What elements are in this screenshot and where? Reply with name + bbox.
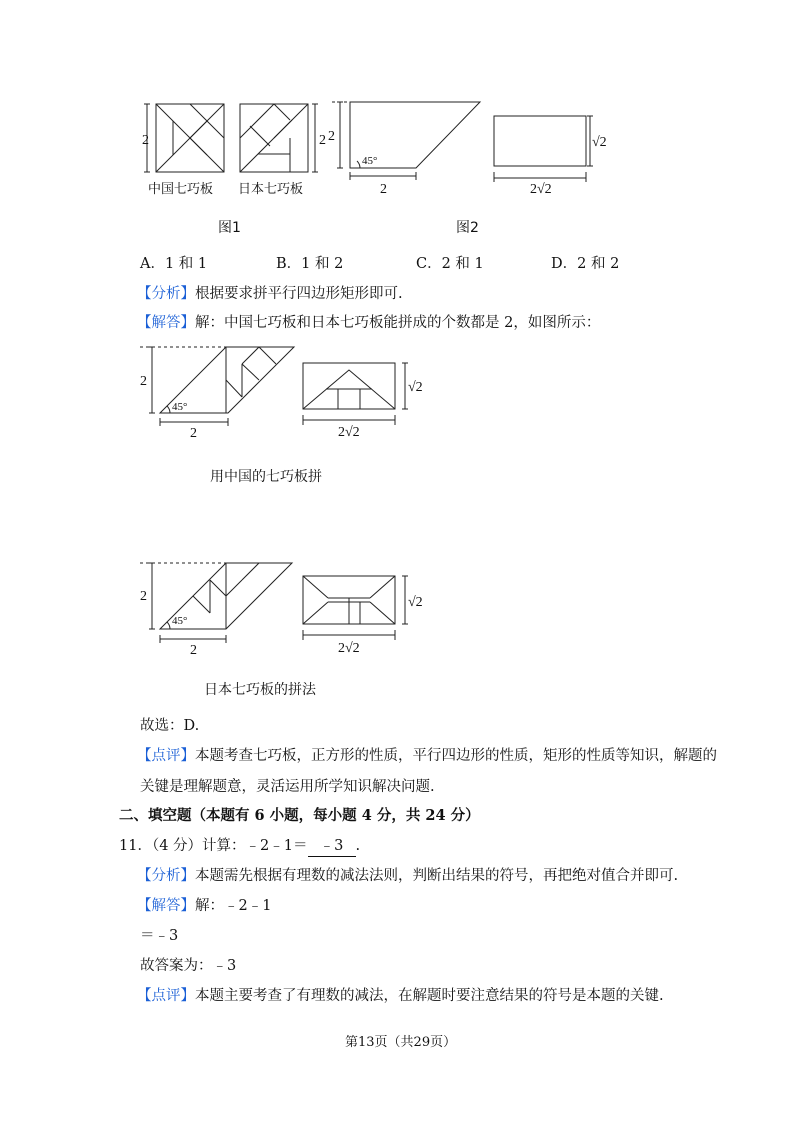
q11-comment-tag: 【点评】 xyxy=(137,988,195,1004)
sol-cn-rect-side: √2 xyxy=(408,380,423,395)
comment-text-1: 本题考查七巧板，正方形的性质，平行四边形的性质，矩形的性质等知识，解题的 xyxy=(195,748,717,764)
q11-step: ＝﹣3 xyxy=(140,928,179,944)
q11-stem-post: . xyxy=(355,838,361,854)
fig2-base: 2 xyxy=(380,182,387,197)
sol-jp-rect-base: 2√2 xyxy=(338,641,360,656)
solution-caption-chinese: 用中国的七巧板拼 xyxy=(210,469,322,485)
answer-tag: 【解答】 xyxy=(137,315,195,331)
section-2-title: 二、填空题（本题有 6 小题，每小题 4 分，共 24 分） xyxy=(119,807,480,824)
chinese-tangram xyxy=(144,104,224,172)
sol-jp-angle: 45° xyxy=(172,615,188,627)
q10-choose: 故选：D. xyxy=(140,718,200,734)
q11-analysis-text: 本题需先根据有理数的减法法则，判断出结果的符号，再把绝对值合并即可. xyxy=(195,868,679,884)
q11-analysis xyxy=(137,866,678,886)
figure-2-label: 图2 xyxy=(456,220,479,236)
rectangle xyxy=(494,116,586,166)
q11-comment xyxy=(137,986,664,1006)
caption-chinese-tangram: 中国七巧板 xyxy=(148,182,214,197)
figure-2-shapes xyxy=(328,96,607,201)
fig2-height: 2 xyxy=(328,129,335,144)
analysis-text: 根据要求拼平行四边形矩形即可. xyxy=(195,286,403,302)
q11-answer-tag: 【解答】 xyxy=(137,898,195,914)
q10-analysis xyxy=(137,284,403,304)
option-d: D．2 和 2 xyxy=(551,256,620,272)
answer-text: 解：中国七巧板和日本七巧板能拼成的个数都是 2，如图所示： xyxy=(195,315,601,331)
solution-figure-chinese xyxy=(138,340,428,440)
q10-comment-line2: 关键是理解题意，灵活运用所学知识解决问题. xyxy=(140,779,435,795)
fig2-angle: 45° xyxy=(362,155,378,167)
q10-answer xyxy=(137,313,600,333)
q11-answer xyxy=(137,896,271,916)
q11-analysis-tag: 【分析】 xyxy=(137,868,195,884)
caption-japanese-tangram: 日本七巧板 xyxy=(238,182,304,197)
sol-jp-rect-side: √2 xyxy=(408,595,423,610)
fig1-dim-right: 2 xyxy=(319,133,326,148)
q11-result: 故答案为：﹣3 xyxy=(140,958,237,974)
sol-jp-base: 2 xyxy=(190,643,197,658)
fig2-rect-side: √2 xyxy=(592,135,607,150)
solution-figure-japanese xyxy=(138,558,428,658)
comment-tag: 【点评】 xyxy=(137,748,195,764)
option-a: A．1 和 1 xyxy=(140,256,208,272)
q10-comment-line1 xyxy=(137,746,717,766)
option-c: C．2 和 1 xyxy=(416,256,484,272)
figure-1-label: 图1 xyxy=(218,220,241,236)
fig2-rect-base: 2√2 xyxy=(530,182,552,197)
analysis-tag: 【分析】 xyxy=(137,286,195,302)
sol-jp-height: 2 xyxy=(140,589,147,604)
q11-answer-text: 解：﹣2﹣1 xyxy=(195,898,272,914)
japanese-tangram xyxy=(240,104,318,172)
q11-stem xyxy=(119,836,360,857)
q11-stem-pre: 11．（4 分）计算：﹣2﹣1＝ xyxy=(119,838,308,854)
q11-comment-text: 本题主要考查了有理数的减法，在解题时要注意结果的符号是本题的关键. xyxy=(195,988,664,1004)
sol-cn-base: 2 xyxy=(190,426,197,441)
q11-answer-blank: ﹣3 xyxy=(308,836,356,857)
page-footer: 第13页（共29页） xyxy=(345,1035,457,1050)
sol-cn-angle: 45° xyxy=(172,401,188,413)
sol-cn-rect-base: 2√2 xyxy=(338,425,360,440)
fig1-dim-left: 2 xyxy=(142,133,149,148)
solution-caption-japanese: 日本七巧板的拼法 xyxy=(204,682,316,698)
option-b: B．1 和 2 xyxy=(276,256,344,272)
sol-cn-height: 2 xyxy=(140,374,147,389)
